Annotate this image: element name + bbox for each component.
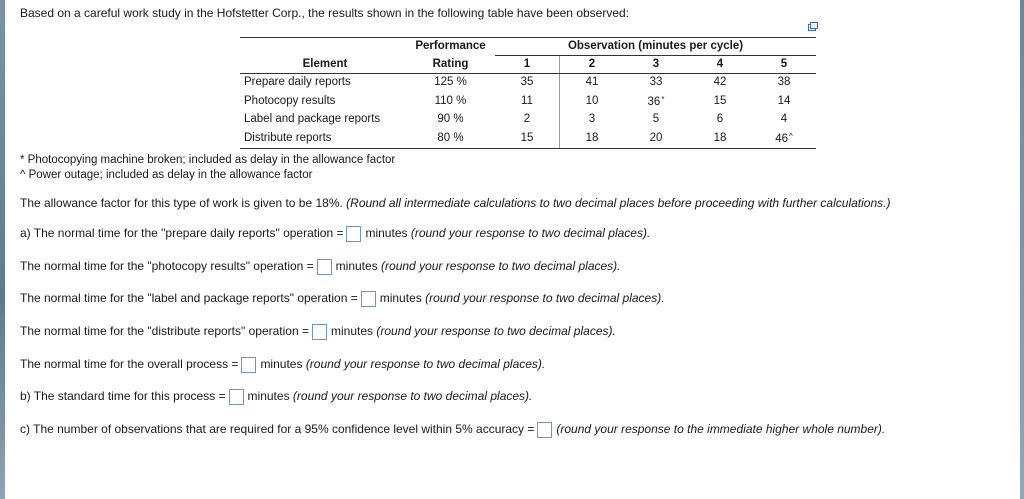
rating-value: 90 % <box>437 113 464 125</box>
copy-icon[interactable] <box>808 22 818 32</box>
question-c <box>20 422 885 438</box>
question-text: The normal time for the "label and package reports" operation = <box>20 291 358 306</box>
rounding-note: (round your response to two decimal places). <box>305 357 546 372</box>
obs-value: 14 <box>777 94 791 107</box>
obs-number: 1 <box>495 56 560 74</box>
element-name: Photocopy results <box>244 94 336 107</box>
footnote-star: * Photocopying machine broken; included as delay in the allowance factor <box>20 154 396 166</box>
right-background-edge <box>1020 0 1024 499</box>
obs-value: 2 <box>495 111 560 128</box>
allowance-note: (Round all intermediate calculations to two decimal places before proceeding with further calculations.) <box>346 196 891 210</box>
left-background-edge <box>0 0 5 499</box>
unit-label: minutes <box>365 226 408 241</box>
answer-input-photocopy-results[interactable] <box>317 259 332 275</box>
question-label-package <box>20 291 665 307</box>
obs-number: 4 <box>688 56 752 74</box>
obs-value: 18 <box>560 128 625 149</box>
rounding-note: (round your response to the immediate higher whole number). <box>556 422 886 437</box>
answer-input-prepare-daily-reports[interactable] <box>346 226 361 242</box>
rounding-note: (round your response to two decimal places). <box>381 259 621 274</box>
question-text: The normal time for the "distribute reports" operation = <box>20 324 309 339</box>
answer-input-overall-process[interactable] <box>241 357 256 373</box>
intro-text: Based on a careful work study in the Hofstetter Corp., the results shown in the following table have been observed: <box>20 6 630 20</box>
question-distribute <box>20 324 616 340</box>
footnote-caret: ^ Power outage; included as delay in the allowance factor <box>20 169 313 181</box>
header-element: Element <box>240 56 406 74</box>
obs-value: 11 <box>495 91 560 111</box>
obs-value: 5 <box>652 113 660 125</box>
obs-value: 33 <box>649 76 663 88</box>
rating-value: 125 % <box>434 76 467 88</box>
answer-input-label-package-reports[interactable] <box>361 291 376 307</box>
star-footnote-marker: * <box>661 95 665 104</box>
rounding-note: (round your response to two decimal places). <box>376 324 616 339</box>
obs-value: 18 <box>688 128 752 149</box>
answer-input-distribute-reports[interactable] <box>312 324 327 340</box>
header-rating: Rating <box>406 56 495 74</box>
obs-value: 38 <box>777 76 791 88</box>
question-b <box>20 389 532 405</box>
allowance-text: The allowance factor for this type of work is given to be 18%. <box>20 196 343 210</box>
header-performance: Performance <box>406 38 495 56</box>
unit-label: minutes <box>331 324 374 339</box>
question-text: b) The standard time for this process = <box>20 389 226 404</box>
table-header-row-1 <box>240 38 816 56</box>
obs-value: 42 <box>713 76 727 88</box>
obs-value: 36 <box>647 96 661 108</box>
table-row <box>240 74 816 92</box>
question-photocopy <box>20 259 621 275</box>
obs-number: 3 <box>624 56 688 74</box>
table-row <box>240 111 816 128</box>
caret-footnote-marker: ^ <box>789 132 793 141</box>
obs-number: 5 <box>752 56 816 74</box>
obs-value: 3 <box>588 113 596 125</box>
unit-label: minutes <box>379 291 422 306</box>
table-header-row-2 <box>240 56 816 74</box>
element-name: Distribute reports <box>240 128 406 149</box>
obs-value: 41 <box>585 76 599 88</box>
question-text: The normal time for the "photocopy results" operation = <box>20 259 314 274</box>
element-name: Prepare daily reports <box>244 76 351 88</box>
question-text: The normal time for the overall process = <box>20 357 239 372</box>
question-overall <box>20 357 545 373</box>
rounding-note: (round your response to two decimal places). <box>425 291 665 306</box>
obs-number: 2 <box>560 56 625 74</box>
unit-label: minutes <box>260 357 303 372</box>
question-text: a) The normal time for the "prepare daily reports" operation = <box>20 226 344 241</box>
table-row <box>240 91 816 111</box>
allowance-line <box>20 196 890 210</box>
rating-value: 80 % <box>406 128 495 149</box>
obs-value-flagged <box>624 91 688 111</box>
rounding-note: (round your response to two decimal places). <box>410 226 651 241</box>
obs-value: 35 <box>495 74 560 92</box>
obs-value: 10 <box>585 94 599 107</box>
obs-value: 6 <box>716 113 724 125</box>
obs-value-flagged <box>752 128 816 149</box>
unit-label: minutes <box>247 389 290 404</box>
rounding-note: (round your response to two decimal places). <box>292 389 533 404</box>
element-name: Label and package reports <box>244 113 381 125</box>
rating-value: 110 % <box>434 94 467 107</box>
obs-value: 15 <box>495 128 560 149</box>
header-observation: Observation (minutes per cycle) <box>495 38 816 56</box>
question-text: c) The number of observations that are required for a 95% confidence level within 5% accuracy = <box>20 422 535 437</box>
obs-value: 20 <box>624 128 688 149</box>
obs-value: 4 <box>780 113 788 125</box>
question-a <box>20 226 650 242</box>
obs-value: 15 <box>713 94 727 107</box>
observation-table <box>240 37 816 149</box>
answer-input-standard-time[interactable] <box>229 389 244 405</box>
unit-label: minutes <box>335 259 378 274</box>
answer-input-observations-required[interactable] <box>537 422 552 438</box>
obs-value: 46 <box>775 133 789 145</box>
table-row <box>240 128 816 149</box>
